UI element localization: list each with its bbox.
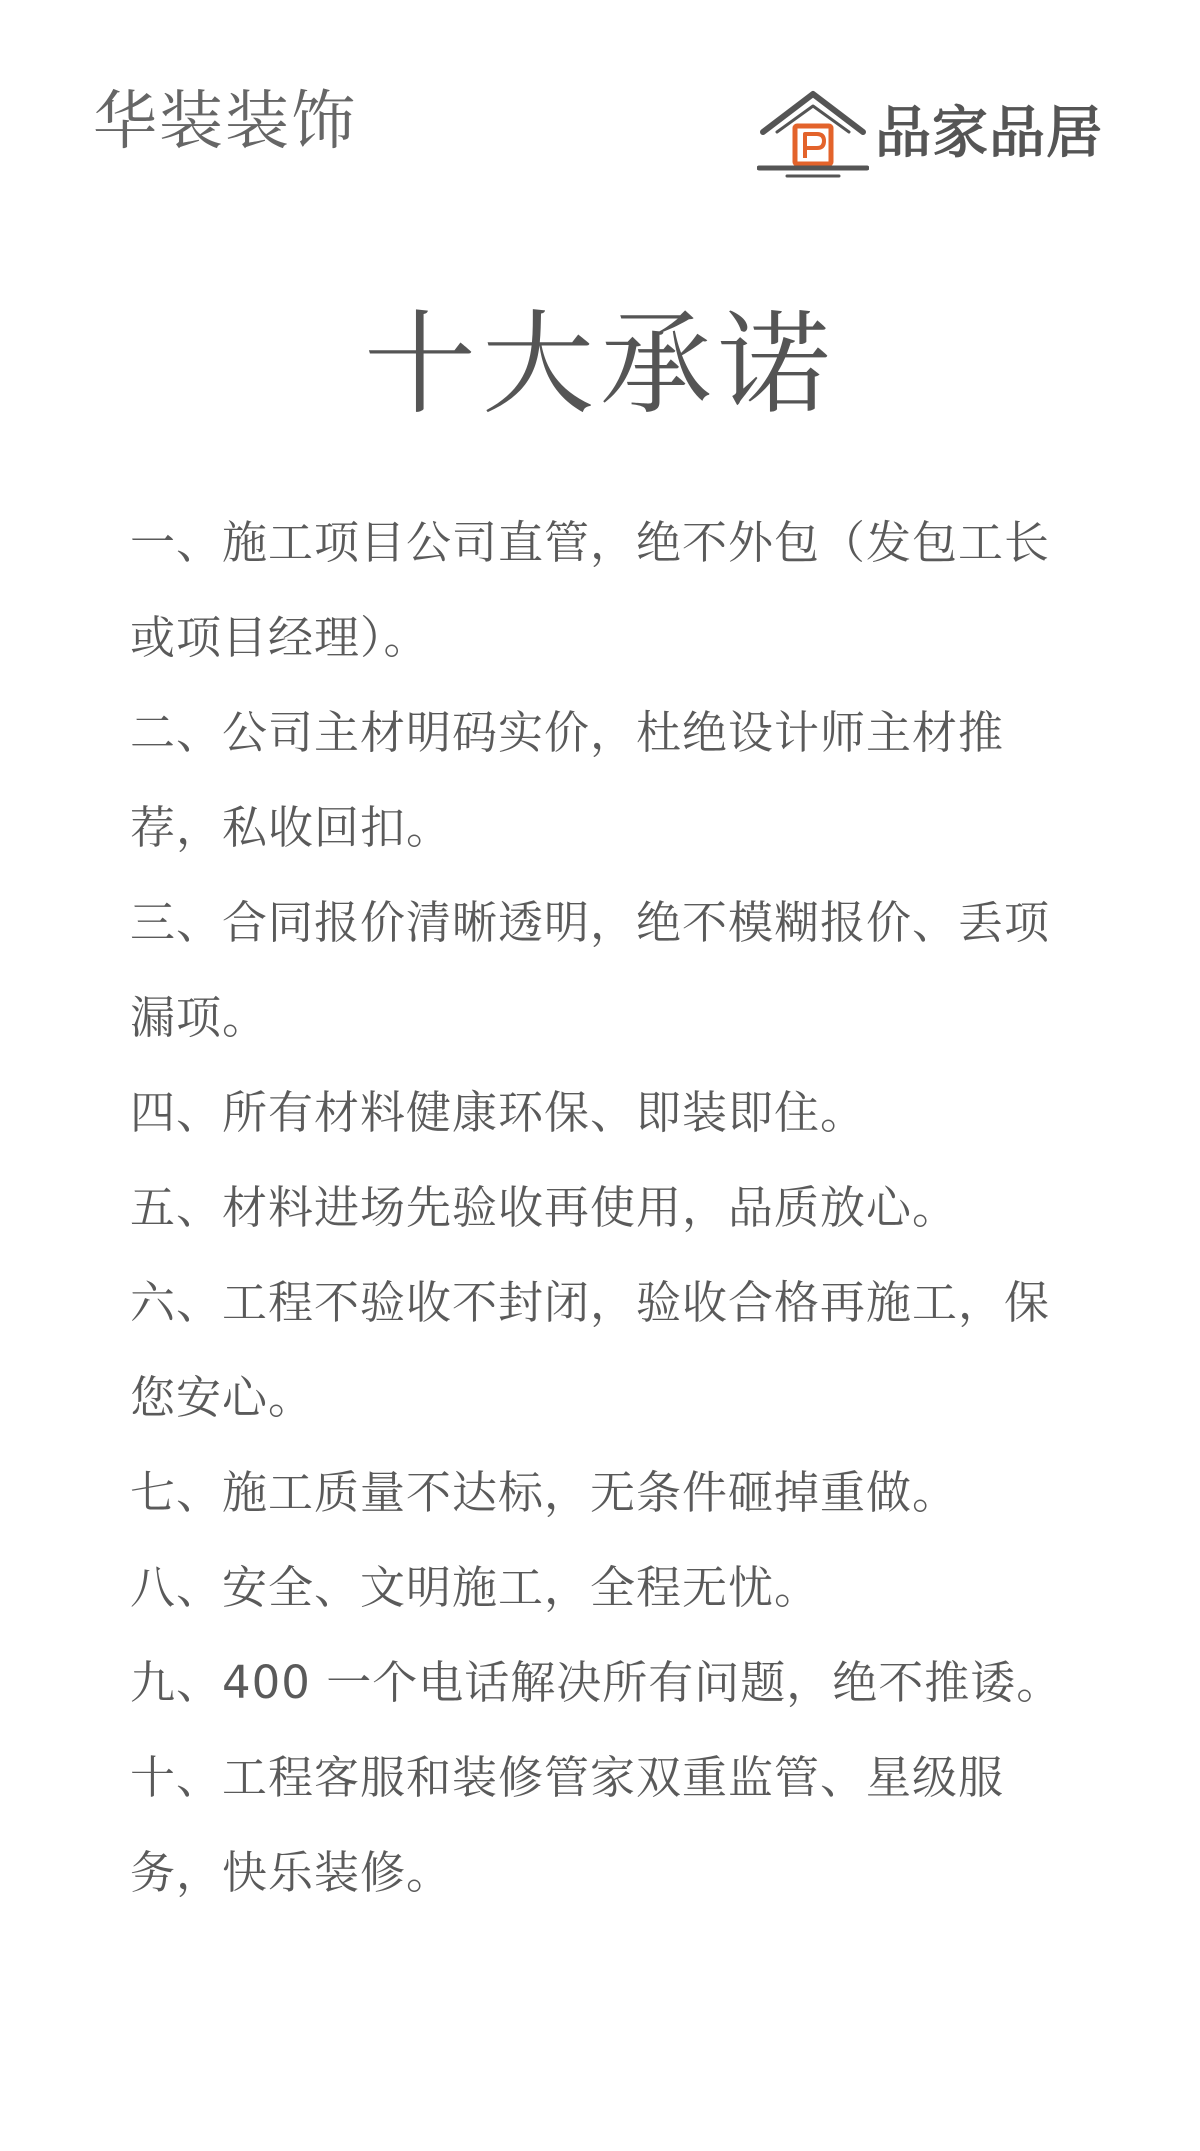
promise-list (130, 495, 1090, 1920)
promise-item-8: 八、安全、文明施工，全程无忧。 (130, 1561, 821, 1614)
brand-logo-huazhuang: 华装装饰 (93, 85, 357, 159)
promise-item-10: 十、工程客服和装修管家双重监管、星级服务，快乐装修。 (130, 1751, 1005, 1899)
header (0, 0, 1200, 200)
promise-item-2: 二、公司主材明码实价，杜绝设计师主材推荐，私收回扣。 (130, 706, 1005, 854)
promise-item-3: 三、合同报价清晰透明，绝不模糊报价、丢项漏项。 (130, 896, 1051, 1044)
promise-item-1: 一、施工项目公司直管，绝不外包（发包工长或项目经理）。 (130, 516, 1051, 664)
promise-item-4: 四、所有材料健康环保、即装即住。 (130, 1086, 867, 1139)
brand-name-text: 品家品居 (875, 101, 1103, 166)
promise-item-5: 五、材料进场先验收再使用，品质放心。 (130, 1181, 959, 1234)
house-p-logo-icon (757, 88, 869, 178)
page-title: 十大承诺 (364, 300, 836, 430)
brand-logo-pinjia (757, 88, 1117, 178)
promise-item-7: 七、施工质量不达标，无条件砸掉重做。 (130, 1466, 959, 1519)
promise-item-9: 九、400 一个电话解决所有问题，绝不推诿。 (130, 1656, 1063, 1709)
promise-item-6: 六、工程不验收不封闭，验收合格再施工，保您安心。 (130, 1276, 1051, 1424)
